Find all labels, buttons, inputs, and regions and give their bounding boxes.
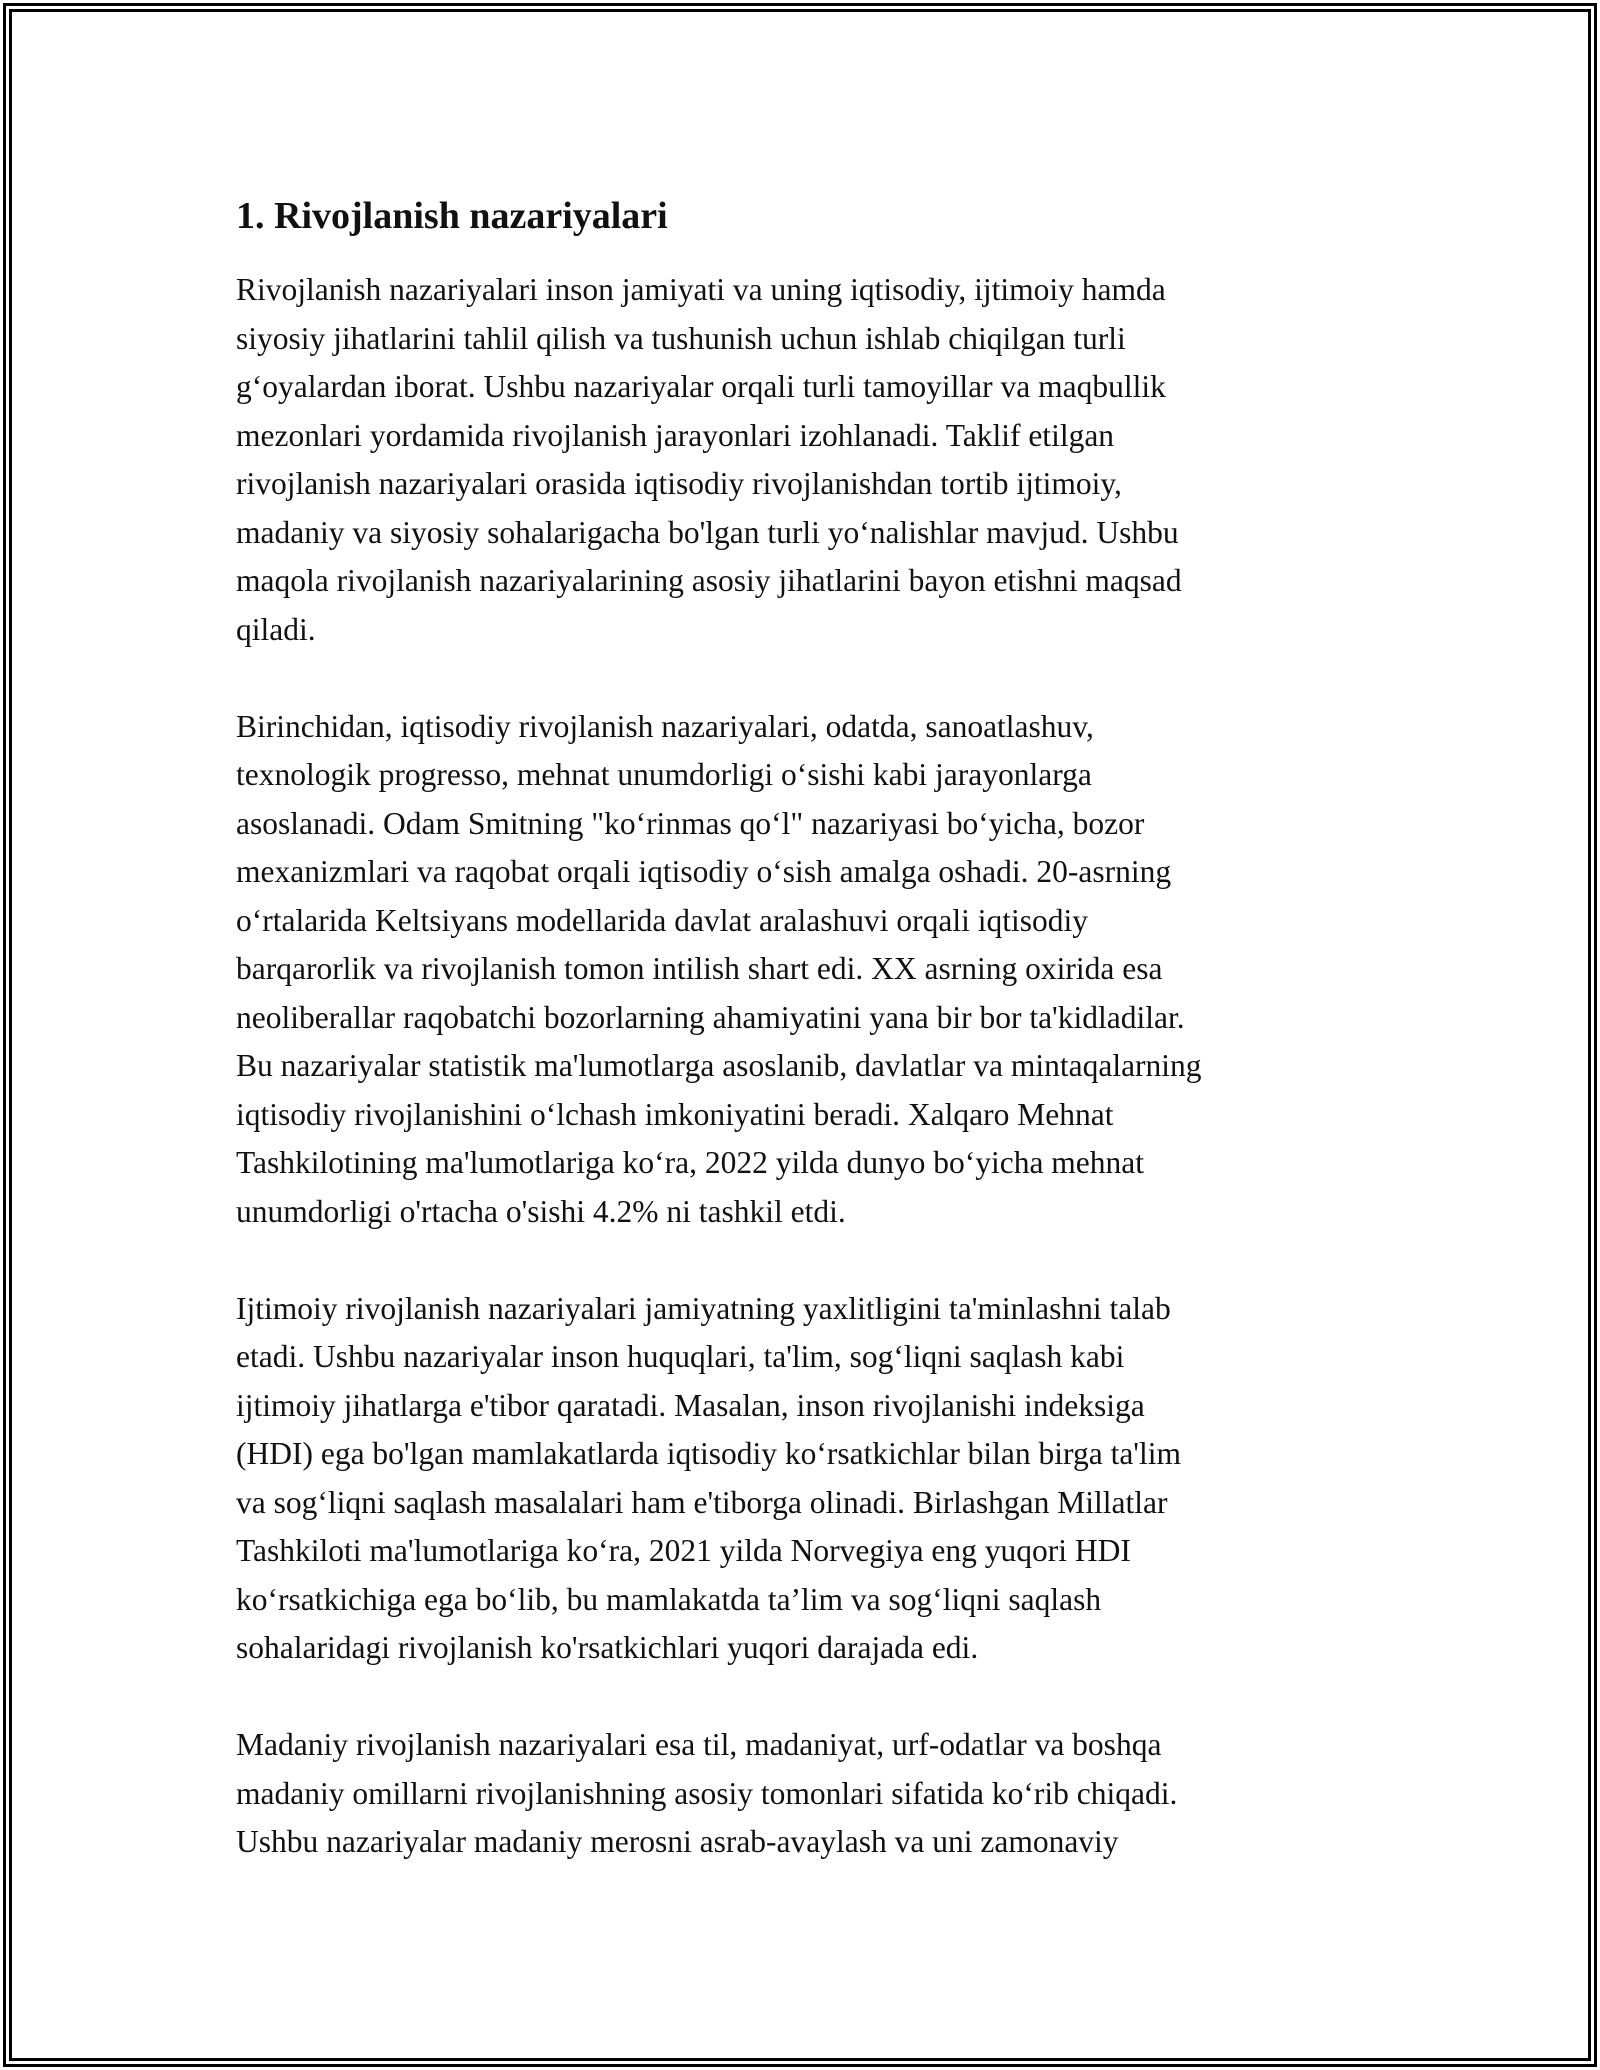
paragraph-line: sohalaridagi rivojlanish ko'rsatkichlari yuqori darajada edi. [236,1630,979,1665]
paragraph-line: neoliberallar raqobatchi bozorlarning ahamiyatini yana bir bor ta'kidladilar. [236,999,1185,1035]
paragraph-line: g‘oyalardan iborat. Ushbu nazariyalar orqali turli tamoyillar va maqbullik [236,369,1166,404]
paragraph-line: madaniy va siyosiy sohalarigacha bo'lgan turli yo‘nalishlar mavjud. Ushbu [236,514,1179,550]
paragraph-line: va sog‘liqni saqlash masalalari ham e'tiborga olinadi. Birlashgan Millatlar [236,1484,1168,1520]
paragraph-line: mexanizmlari va raqobat orqali iqtisodiy o‘sish amalga oshadi. 20-asrning [236,854,1172,889]
paragraph-line: o‘rtalarida Keltsiyans modellarida davlat aralashuvi orqali iqtisodiy [236,902,1088,938]
paragraph-line: maqola rivojlanish nazariyalarining asosiy jihatlarini bayon etishni maqsad [236,563,1182,598]
paragraph-line: Bu nazariyalar statistik ma'lumotlarga asoslanib, davlatlar va mintaqalarning [236,1048,1202,1083]
paragraph-line: Tashkiloti ma'lumotlariga ko‘ra, 2021 yilda Norvegiya eng yuqori HDI [236,1533,1131,1568]
paragraph-line: siyosiy jihatlarini tahlil qilish va tushunish uchun ishlab chiqilgan turli [236,320,1126,356]
paragraph-line: texnologik progresso, mehnat unumdorligi o‘sishi kabi jarayonlarga [236,757,1092,792]
paragraph-line: rivojlanish nazariyalari orasida iqtisodiy rivojlanishdan tortib ijtimoiy, [236,466,1122,501]
paragraph-container [236,266,1366,1867]
body-paragraph [236,266,1366,654]
paragraph-line: mezonlari yordamida rivojlanish jarayonlari izohlanadi. Taklif etilgan [236,417,1115,453]
body-paragraph [236,1285,1366,1673]
paragraph-line: ijtimoiy jihatlarga e'tibor qaratadi. Masalan, inson rivojlanishi indeksiga [236,1387,1145,1423]
paragraph-line: Ushbu nazariyalar madaniy merosni asrab-avaylash va uni zamonaviy [236,1824,1119,1859]
paragraph-line: etadi. Ushbu nazariyalar inson huquqlari, ta'lim, sog‘liqni saqlash kabi [236,1339,1125,1374]
paragraph-line: Madaniy rivojlanish nazariyalari esa til, madaniyat, urf-odatlar va boshqa [236,1727,1162,1762]
paragraph-line: iqtisodiy rivojlanishini o‘lchash imkoniyatini beradi. Xalqaro Mehnat [236,1096,1114,1132]
paragraph-line: barqarorlik va rivojlanish tomon intilish shart edi. XX asrning oxirida esa [236,951,1163,986]
paragraph-line: Tashkilotining ma'lumotlariga ko‘ra, 2022 yilda dunyo bo‘yicha mehnat [236,1145,1145,1180]
paragraph-line: (HDI) ega bo'lgan mamlakatlarda iqtisodiy ko‘rsatkichlar bilan birga ta'lim [236,1436,1181,1471]
paragraph-line: asoslanadi. Odam Smitning "ko‘rinmas qo‘l" nazariyasi bo‘yicha, bozor [236,805,1145,841]
paragraph-line: Birinchidan, iqtisodiy rivojlanish nazariyalari, odatda, sanoatlashuv, [236,708,1094,744]
paragraph-line: Rivojlanish nazariyalari inson jamiyati va uning iqtisodiy, ijtimoiy hamda [236,272,1166,307]
paragraph-line: qiladi. [236,611,316,647]
document-body [236,188,1366,1915]
paragraph-line: madaniy omillarni rivojlanishning asosiy tomonlari sifatida ko‘rib chiqadi. [236,1775,1178,1811]
paragraph-line: Ijtimoiy rivojlanish nazariyalari jamiyatning yaxlitligini ta'minlashni talab [236,1290,1171,1326]
body-paragraph [236,1721,1366,1867]
paragraph-line: ko‘rsatkichiga ega bo‘lib, bu mamlakatda ta’lim va sog‘liqni saqlash [236,1581,1102,1617]
body-paragraph [236,703,1366,1237]
paragraph-line: unumdorligi o'rtacha o'sishi 4.2% ni tashkil etdi. [236,1193,846,1229]
section-heading: 1. Rivojlanish nazariyalari [236,195,668,237]
